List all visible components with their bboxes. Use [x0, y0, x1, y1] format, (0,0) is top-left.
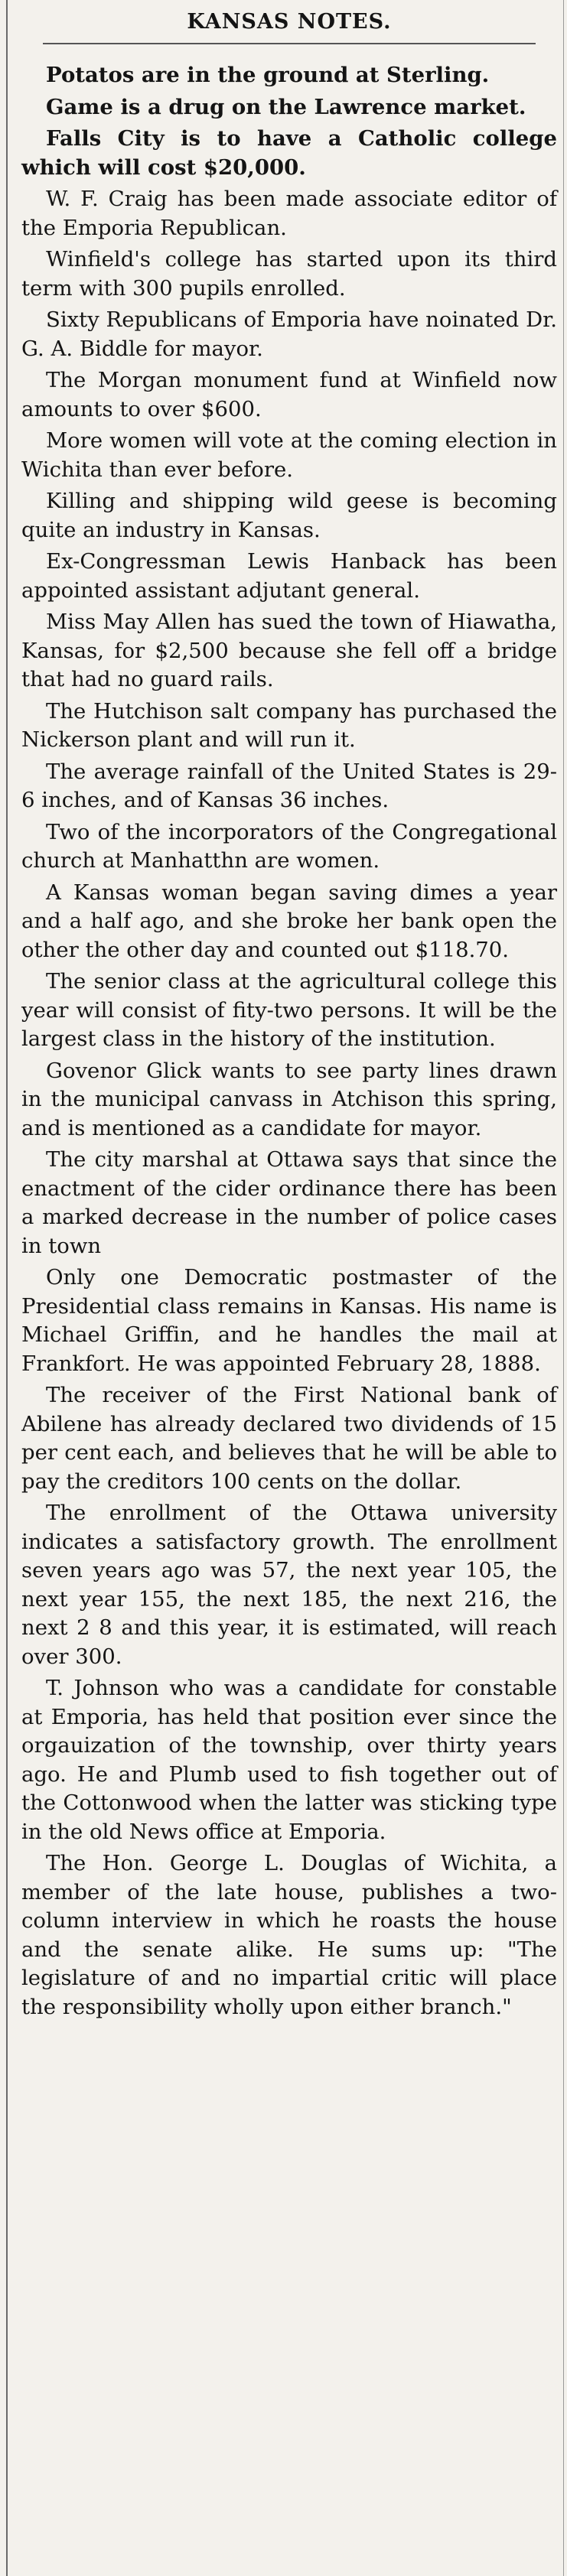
- news-item: The enrollment of the Ottawa university indicates a satisfactory growth. The enrollment seven years ago was 57, the next year 105, the next year 155, the next 185, the next 216, the next 2 8 and this year, it is estimated, will reach over 300.: [21, 1501, 557, 1669]
- news-item: The city marshal at Ottawa says that since the enactment of the cider ordinance there has been a marked decrease in the number of police cases in town: [21, 1147, 557, 1258]
- news-item: Sixty Republicans of Emporia have noinated Dr. G. A. Biddle for mayor.: [21, 307, 557, 361]
- news-item: The Hutchison salt company has purchased the Nickerson plant and will run it.: [21, 698, 557, 752]
- news-item: T. Johnson who was a candidate for constable at Emporia, has held that position ever since the orgauization of the township, over thirty years ago. He and Plumb used to fish together out of the Cottonwood when the latter was sticking type in the old News office at Emporia.: [21, 1676, 557, 1844]
- news-item: Ex-Congressman Lewis Hanback has been appointed assistant adjutant general.: [21, 549, 557, 603]
- news-item: Only one Democratic postmaster of the Presidential class remains in Kansas. His name is Michael Griffin, and he handles the mail at Frankfort. He was appointed February 28, 1888.: [21, 1265, 557, 1376]
- news-items: [21, 61, 557, 2021]
- headline: KANSAS NOTES.: [187, 10, 392, 34]
- news-item: The average rainfall of the United States is 29-6 inches, and of Kansas 36 inches.: [21, 759, 557, 812]
- news-item: W. F. Craig has been made associate editor of the Emporia Republican.: [21, 187, 557, 240]
- news-item: Two of the incorporators of the Congregational church at Manhatthn are women.: [21, 819, 557, 873]
- news-item: The Hon. George L. Douglas of Wichita, a member of the late house, publishes a two-column interview in which he roasts the house and the senate alike. He sums up: "The legislature of and no impartial critic will place the responsibility wholly upon either branch.": [21, 1851, 557, 2019]
- news-item: Game is a drug on the Lawrence market.: [46, 94, 526, 119]
- news-item: The receiver of the First National bank of Abilene has already declared two dividends of 15 per cent each, and believes that he will be able to pay the creditors 100 cents on the dollar.: [21, 1383, 557, 1494]
- news-item: A Kansas woman began saving dimes a year and a half ago, and she broke her bank open the other the other day and counted out $118.70.: [21, 880, 557, 962]
- news-item: Govenor Glick wants to see party lines drawn in the municipal canvass in Atchison this spring, and is mentioned as a candidate for mayor.: [21, 1058, 557, 1140]
- news-item: More women will vote at the coming election in Wichita than ever before.: [21, 428, 557, 482]
- column-rule-left: [6, 0, 8, 2576]
- news-item: The senior class at the agricultural college this year will consist of fity-two persons. It will be the largest class in the history of the institution.: [21, 969, 557, 1051]
- headline-rule: [43, 43, 536, 44]
- news-item: Killing and shipping wild geese is becoming quite an industry in Kansas.: [21, 489, 557, 542]
- news-column: [21, 5, 557, 2025]
- news-item: Potatos are in the ground at Sterling.: [46, 63, 490, 87]
- column-rule-right: [563, 0, 564, 2576]
- news-item: Winfield's college has started upon its third term with 300 pupils enrolled.: [21, 247, 557, 301]
- news-item: The Morgan monument fund at Winfield now amounts to over $600.: [21, 368, 557, 421]
- news-item: Falls City is to have a Catholic college which will cost $20,000.: [21, 126, 557, 180]
- news-item: Miss May Allen has sued the town of Hiawatha, Kansas, for $2,500 because she fell off a bridge that had no guard rails.: [21, 610, 557, 691]
